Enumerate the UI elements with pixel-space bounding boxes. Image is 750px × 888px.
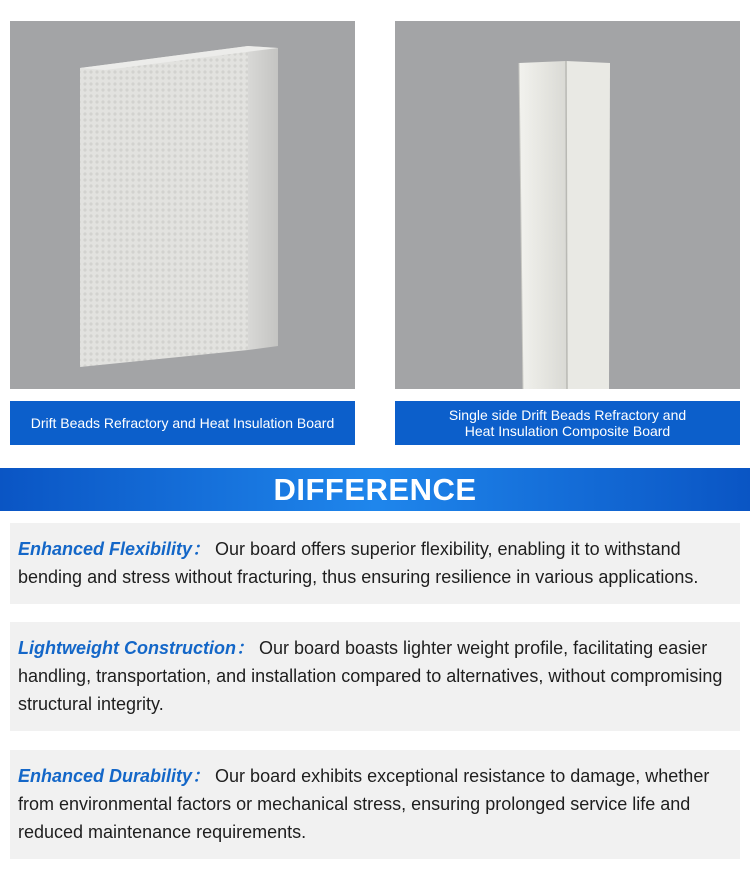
caption-line-1: Single side Drift Beads Refractory and — [448, 407, 687, 423]
caption-line-2: Heat Insulation Composite Board — [464, 423, 671, 439]
product-caption-board — [10, 401, 355, 445]
feature-title: Enhanced Flexibility： — [18, 539, 211, 559]
feature-card-lightweight — [10, 622, 740, 731]
feature-text: Our board boasts lighter weight profile, facilitating easier handling, transportation, and installation compared to alternatives, without compromising structural integrity. — [18, 638, 723, 714]
feature-title: Enhanced Durability： — [18, 766, 211, 786]
composite-board-image — [395, 21, 740, 389]
feature-title: Lightweight Construction： — [18, 638, 254, 658]
caption-text: Drift Beads Refractory and Heat Insulation Board — [30, 415, 335, 431]
feature-text: Our board exhibits exceptional resistance to damage, whether from environmental factors or mechanical stress, ensuring prolonged service life and reduced maintenance requirements. — [18, 766, 710, 842]
product-photo-composite — [395, 21, 740, 389]
section-title: DIFFERENCE — [273, 471, 477, 507]
product-photo-board — [10, 21, 355, 389]
refractory-board-image — [10, 21, 355, 389]
section-banner — [0, 468, 750, 511]
feature-text: Our board offers superior flexibility, enabling it to withstand bending and stress without fracturing, thus ensuring resilience in various applications. — [18, 539, 699, 587]
feature-card-durability — [10, 750, 740, 859]
product-caption-composite — [395, 401, 740, 445]
feature-card-flexibility — [10, 523, 740, 604]
